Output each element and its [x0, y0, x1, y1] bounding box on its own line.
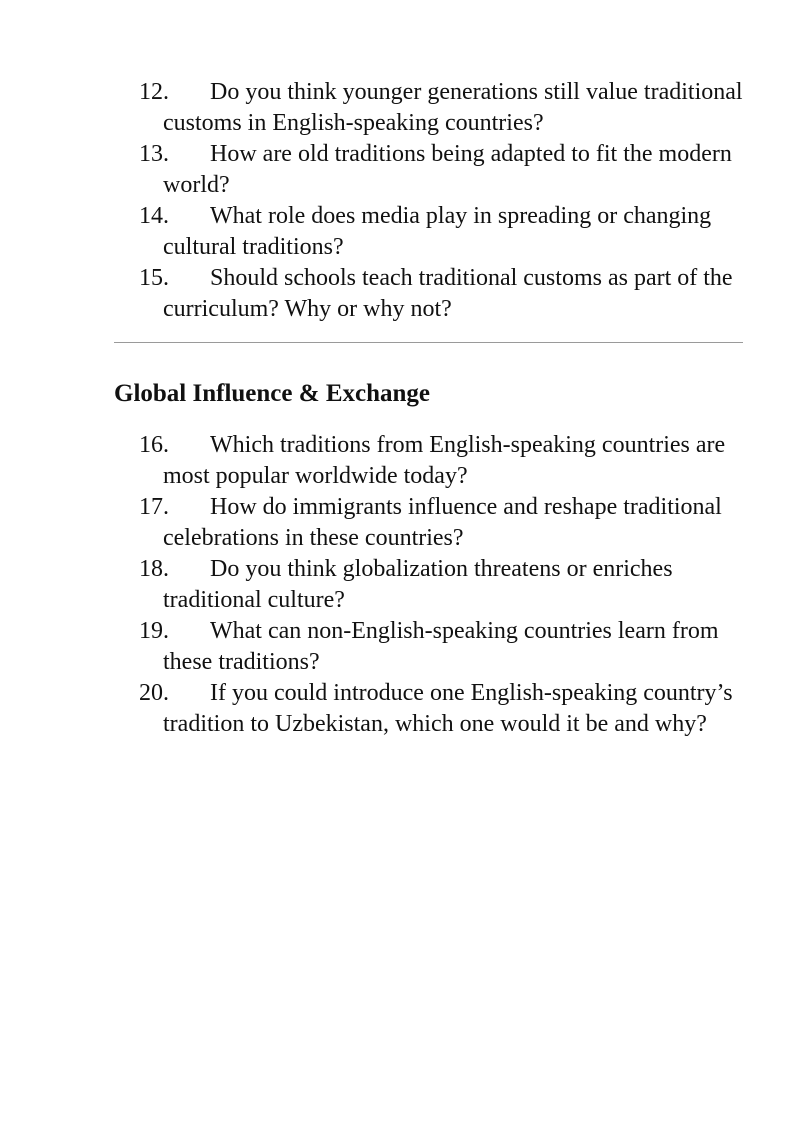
question-item-13 — [139, 139, 759, 201]
section-divider — [114, 342, 743, 343]
question-item-17 — [139, 492, 759, 554]
question-number: 17. — [139, 494, 169, 520]
question-item-20 — [139, 678, 759, 740]
question-number: 20. — [139, 680, 169, 706]
question-item-16 — [139, 430, 759, 492]
question-text: What can non-English-speaking countries learn from these traditions? — [163, 618, 719, 675]
question-text: How do immigrants influence and reshape traditional celebrations in these countries? — [163, 494, 722, 551]
question-text: Should schools teach traditional customs as part of the curriculum? Why or why not? — [163, 265, 733, 322]
question-item-18 — [139, 554, 759, 616]
question-text: If you could introduce one English-speaking country’s tradition to Uzbekistan, which one would it be and why? — [163, 680, 733, 737]
question-number: 16. — [139, 432, 169, 458]
question-item-14 — [139, 201, 759, 263]
question-number: 18. — [139, 556, 169, 582]
question-item-12 — [139, 77, 759, 139]
question-number: 15. — [139, 265, 169, 291]
question-text: Which traditions from English-speaking countries are most popular worldwide today? — [163, 432, 726, 489]
question-text: What role does media play in spreading or changing cultural traditions? — [163, 203, 712, 260]
question-list-traditions — [139, 77, 759, 325]
question-text: Do you think globalization threatens or enriches traditional culture? — [163, 556, 673, 613]
question-number: 13. — [139, 141, 169, 167]
question-number: 12. — [139, 79, 169, 105]
question-text: Do you think younger generations still value traditional customs in English-speaking countries? — [163, 79, 743, 136]
question-list-global-influence — [139, 430, 759, 740]
question-number: 19. — [139, 618, 169, 644]
question-item-15 — [139, 263, 759, 325]
question-number: 14. — [139, 203, 169, 229]
question-text: How are old traditions being adapted to fit the modern world? — [163, 141, 732, 198]
question-item-19 — [139, 616, 759, 678]
section-heading-global-influence: Global Influence & Exchange — [114, 380, 430, 407]
